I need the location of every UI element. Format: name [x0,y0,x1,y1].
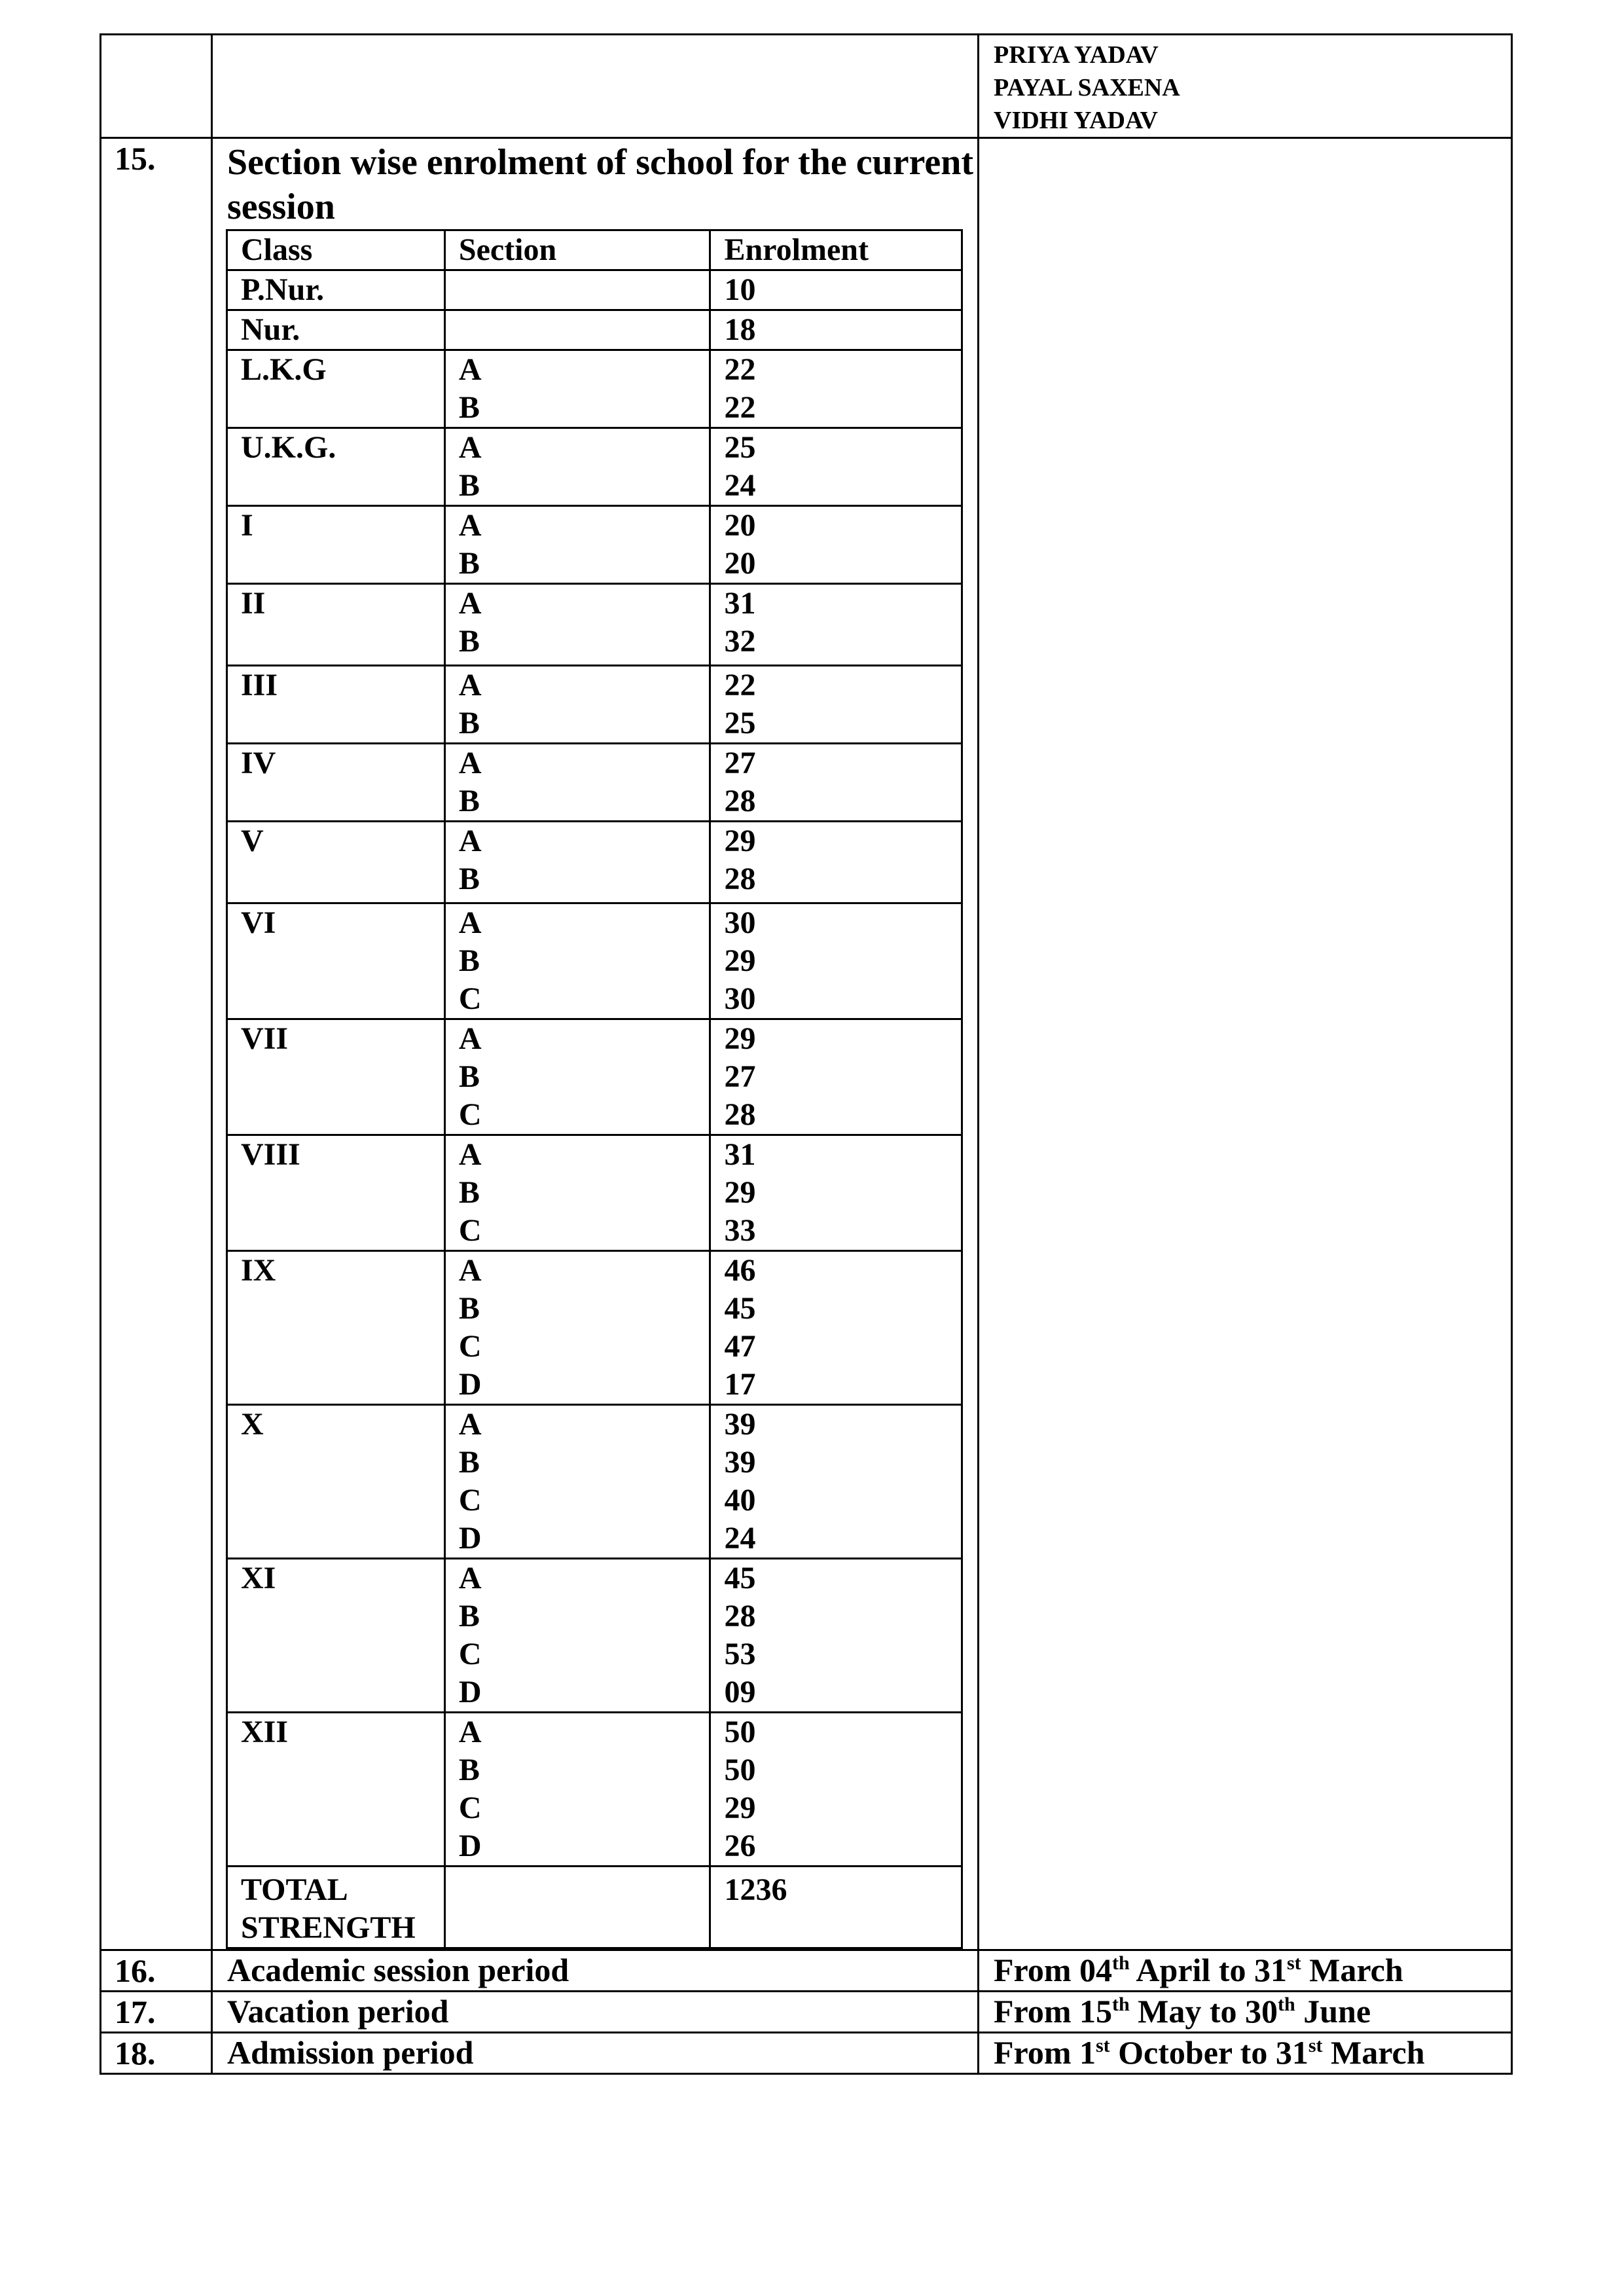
enrolment-cell [710,1713,962,1867]
enrolment-value: 22 [724,390,756,425]
total-label-line: STRENGTH [241,1910,416,1945]
enrolment-value: 39 [724,1445,756,1480]
table-row [227,584,962,666]
section-value: B [458,1753,480,1787]
enrolment-value: 50 [724,1715,756,1749]
section-value: A [458,1137,482,1172]
class-cell: XI [227,1559,445,1713]
item-number: 17. [101,1992,212,2033]
enrolment-value: 26 [724,1829,756,1863]
table-row-item-16 [101,1950,1512,1992]
enrolment-value: 39 [724,1407,756,1442]
class-cell: X [227,1405,445,1559]
enrolment-value: 22 [724,668,756,702]
table-row [227,666,962,744]
table-row [227,903,962,1019]
section-value: C [458,1483,482,1518]
section-value: B [458,468,480,503]
total-row [227,1867,962,1948]
table-row [227,310,962,350]
enrolment-value: 28 [724,784,756,818]
enrolment-cell [710,1135,962,1251]
section-value: A [458,508,482,543]
table-row [227,1251,962,1405]
header-section: Section [444,230,710,270]
section-title: Section wise enrolment of school for the current session [227,142,974,227]
enrolment-value: 53 [724,1637,756,1671]
section-cell [444,584,710,666]
table-row-item-17 [101,1992,1512,2033]
enrolment-value: 47 [724,1329,756,1364]
section-cell [444,1405,710,1559]
class-cell: Nur. [227,310,445,350]
section-cell [444,270,710,310]
enrolment-cell [710,350,962,428]
section-value: B [458,1059,480,1094]
section-value [459,271,710,309]
total-section-cell [444,1867,710,1948]
table-row [227,1559,962,1713]
enrolment-header-row [227,230,962,270]
class-cell: V [227,822,445,903]
section-value: A [458,905,482,940]
class-cell: XII [227,1713,445,1867]
table-row [227,1405,962,1559]
section-value: B [458,784,480,818]
enrolment-value: 25 [724,430,756,465]
item-label: Academic session period [212,1950,979,1992]
item-value: From 15th May to 30th June [979,1992,1512,2033]
section-value: C [458,1213,482,1248]
enrolment-value: 24 [724,468,756,503]
class-cell: VI [227,903,445,1019]
table-row [227,744,962,822]
enrolment-value: 30 [724,981,756,1016]
enrolment-value: 33 [724,1213,756,1248]
section-value: B [458,624,480,659]
enrolment-cell [710,1405,962,1559]
enrolment-value: 45 [724,1561,756,1595]
enrolment-cell [710,1559,962,1713]
total-value: 1236 [710,1867,962,1948]
section-value: A [458,1021,482,1056]
table-row-item-18 [101,2033,1512,2074]
table-row [227,822,962,903]
section-cell [444,744,710,822]
enrolment-cell [710,428,962,506]
section-cell [444,822,710,903]
enrolment-value: 09 [724,1675,756,1709]
table-row [227,1019,962,1135]
enrolment-value: 25 [724,706,756,740]
enrolment-value: 29 [724,1791,756,1825]
enrolment-value: 29 [724,1175,756,1210]
section-cell [444,1019,710,1135]
class-cell: U.K.G. [227,428,445,506]
item-label: Admission period [212,2033,979,2074]
enrolment-cell [710,666,962,744]
enrolment-cell [710,1251,962,1405]
enrolment-cell [710,822,962,903]
enrolment-value: 30 [724,905,756,940]
table-row [227,270,962,310]
item-value: From 1st October to 31st March [979,2033,1512,2074]
table-row [227,428,962,506]
enrolment-cell [710,903,962,1019]
enrolment-value: 28 [724,1599,756,1633]
header-enrolment: Enrolment [710,230,962,270]
section-value [459,311,710,349]
section-value: D [458,1829,482,1863]
section-value: A [458,1253,482,1288]
enrolment-value: 29 [724,1021,756,1056]
item-number: 15. [101,138,212,1950]
enrolment-cell [710,1019,962,1135]
table-row [101,35,1512,138]
section-value: A [458,668,482,702]
section-value: B [458,862,480,896]
enrolment-value: 10 [724,272,756,307]
class-cell: IX [227,1251,445,1405]
info-table [99,33,1513,2075]
section-cell [444,1713,710,1867]
section-value: C [458,981,482,1016]
section-value: B [458,943,480,978]
table-row [227,350,962,428]
total-label-line: TOTAL [241,1872,348,1907]
section-cell [444,1251,710,1405]
enrolment-value: 46 [724,1253,756,1288]
section-value: A [458,586,482,621]
section-value: A [458,1715,482,1749]
table-row [227,1135,962,1251]
section-value: D [458,1367,482,1402]
section-value: A [458,824,482,858]
class-cell: P.Nur. [227,270,445,310]
enrolment-value: 18 [724,312,756,347]
enrolment-cell [710,506,962,584]
section-cell [444,428,710,506]
enrolment-value: 22 [724,352,756,387]
staff-name: VIDHI YADAV [994,107,1158,134]
section-cell [444,903,710,1019]
enrolment-value: 20 [724,546,756,581]
staff-names-cell [979,35,1512,138]
class-cell: VII [227,1019,445,1135]
enrolment-value: 24 [724,1521,756,1556]
class-cell: L.K.G [227,350,445,428]
item-number: 16. [101,1950,212,1992]
header-class: Class [227,230,445,270]
section-value: B [458,1291,480,1326]
enrolment-value: 27 [724,746,756,780]
enrolment-value: 32 [724,624,756,659]
section-value: A [458,430,482,465]
enrolment-cell [710,310,962,350]
enrolment-value: 27 [724,1059,756,1094]
section-value: D [458,1521,482,1556]
section-cell [444,666,710,744]
enrolment-value: 29 [724,943,756,978]
table-row [227,506,962,584]
enrolment-value: 29 [724,824,756,858]
section-value: B [458,1599,480,1633]
section-value: C [458,1791,482,1825]
item-value: From 04th April to 31st March [979,1950,1512,1992]
class-cell: III [227,666,445,744]
section-value: A [458,1407,482,1442]
enrolment-value: 50 [724,1753,756,1787]
class-cell: II [227,584,445,666]
staff-name: PRIYA YADAV [994,41,1159,69]
section-cell [444,506,710,584]
enrolment-value: 31 [724,1137,756,1172]
table-row-item-15 [101,138,1512,1950]
class-cell: I [227,506,445,584]
enrolment-value: 40 [724,1483,756,1518]
enrolment-value: 17 [724,1367,756,1402]
section-cell [444,350,710,428]
section-value: A [458,746,482,780]
section-cell [444,310,710,350]
section-value: C [458,1329,482,1364]
total-label [227,1867,445,1948]
class-cell: VIII [227,1135,445,1251]
section-cell [444,1559,710,1713]
enrolment-cell [710,584,962,666]
enrolment-section [212,138,979,1950]
section-value: B [458,1175,480,1210]
item-number: 18. [101,2033,212,2074]
section-value: A [458,352,482,387]
enrolment-cell [710,744,962,822]
staff-name: PAYAL SAXENA [994,74,1180,101]
section-value: B [458,1445,480,1480]
section-value: C [458,1637,482,1671]
enrolment-value: 28 [724,862,756,896]
item-label: Vacation period [212,1992,979,2033]
enrolment-table [226,229,963,1949]
section-cell [444,1135,710,1251]
class-cell: IV [227,744,445,822]
section-value: B [458,546,480,581]
section-value: B [458,390,480,425]
section-value: C [458,1097,482,1132]
enrolment-cell [710,270,962,310]
section-value: A [458,1561,482,1595]
table-row [227,1713,962,1867]
enrolment-value: 20 [724,508,756,543]
section-value: D [458,1675,482,1709]
enrolment-value: 31 [724,586,756,621]
enrolment-value: 45 [724,1291,756,1326]
section-value: B [458,706,480,740]
enrolment-value: 28 [724,1097,756,1132]
